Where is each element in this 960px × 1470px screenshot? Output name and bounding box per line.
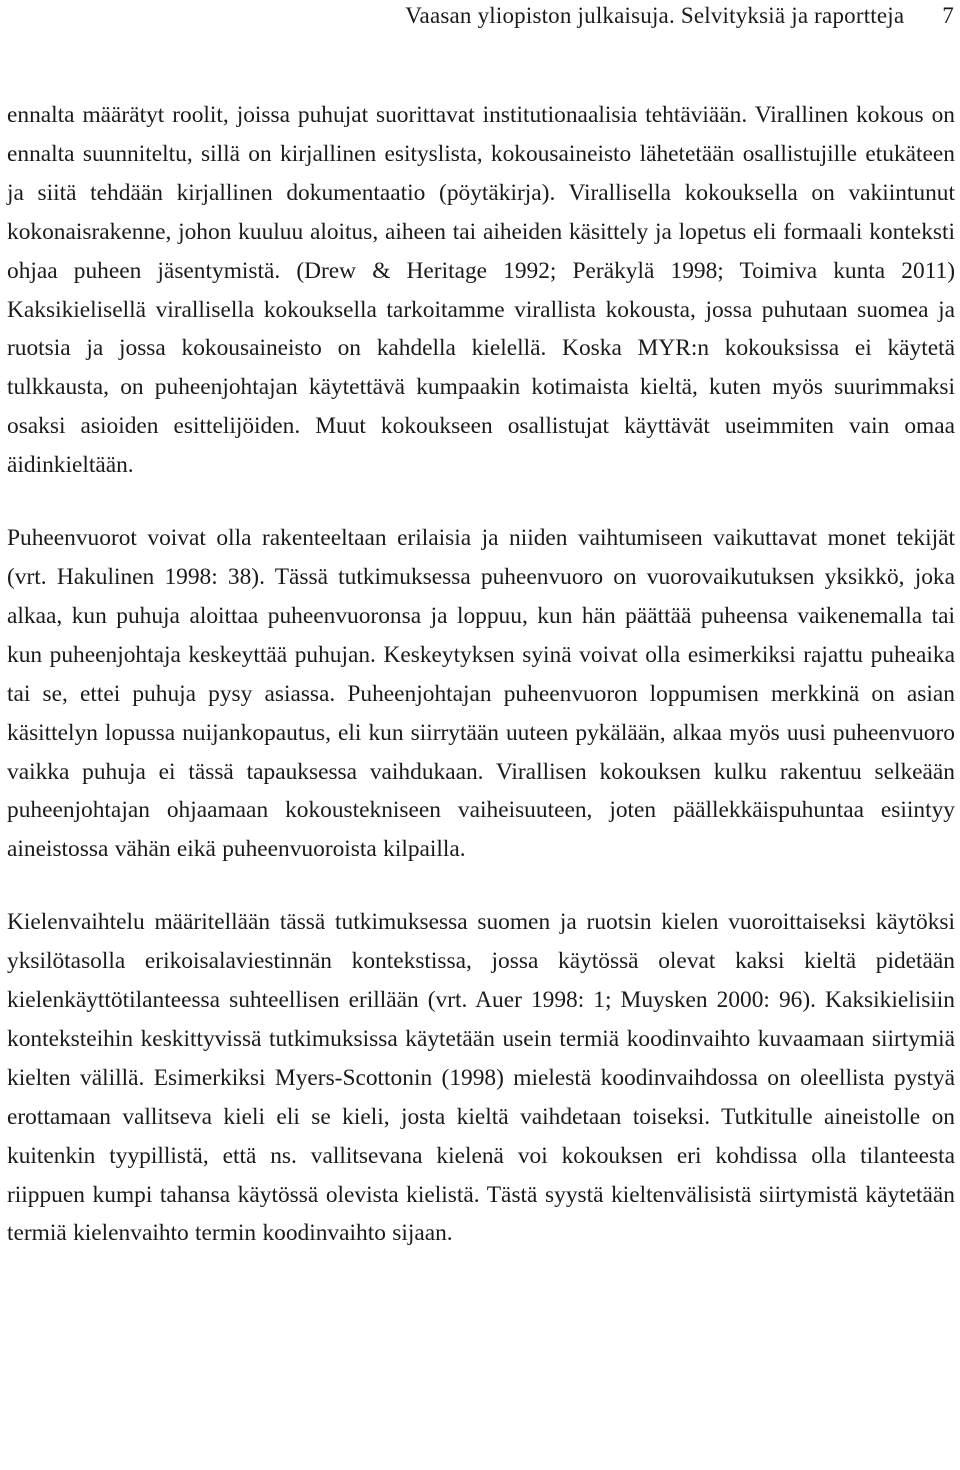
paragraph-meeting-definition: ennalta määrätyt roolit, joissa puhujat suorittavat institutionaalisia tehtäviään. Virallinen kokous on ennalta suunniteltu, sillä on kirjallinen esityslista, kokousaineisto lähetetään osallistujille etukäteen ja siitä tehdään kirjallinen dokumentaatio (pöytäkirja). Virallisella kokouksella on vakiintunut kokonaisrakenne, johon kuuluu aloitus, aiheen tai aiheiden käsittely ja lopetus eli formaali konteksti ohjaa puheen jäsentymistä. (Drew & Heritage 1992; Peräkylä 1998; Toimiva kunta 2011) Kaksikielisellä virallisella kokouksella tarkoitamme virallista kokousta, jossa puhutaan suomea ja ruotsia ja jossa kokousaineisto on kahdella kielellä. Koska MYR:n kokouksissa ei käytetä tulkkausta, on puheenjohtajan käytettävä kumpaakin kotimaista kieltä, kuten myös suurimmaksi osaksi asioiden esittelijöiden. Muut kokoukseen osallistujat käyttävät useimmiten vain omaa äidinkieltään.	[7, 102, 955, 479]
page-number: 7	[942, 3, 954, 28]
paragraph-language-alternation: Kielenvaihtelu määritellään tässä tutkimuksessa suomen ja ruotsin kielen vuoroittaiseksi käytöksi yksilötasolla erikoisalaviestinnän kontekstissa, jossa käytössä olevat kaksi kieltä pidetään kielenkäyttötilanteessa suhteellisen erillään (vrt. Auer 1998: 1; Muysken 2000: 96). Kaksikielisiin konteksteihin keskittyvissä tutkimuksissa käytetään usein termiä koodinvaihto kuvaamaan siirtymiä kielten välillä. Esimerkiksi Myers-Scottonin (1998) mielestä koodinvaihdossa on oleellista pystyä erottamaan vallitseva kieli eli se kieli, josta kieltä vaihdetaan toiseksi. Tutkitulle aineistolle on kuitenkin tyypillistä, että ns. vallitsevana kielenä voi kokouksen eri kohdissa olla tilanteesta riippuen kumpi tahansa käytössä olevista kielistä. Tästä syystä kieltenvälisistä siirtymistä käytetään termiä kielenvaihto termin koodinvaihto sijaan.	[7, 909, 955, 1247]
document-page	[7, 0, 955, 1253]
running-header	[7, 0, 955, 31]
journal-title: Vaasan yliopiston julkaisuja. Selvityksiä ja raportteja	[405, 3, 905, 28]
paragraph-turns: Puheenvuorot voivat olla rakenteeltaan erilaisia ja niiden vaihtumiseen vaikuttavat monet tekijät (vrt. Hakulinen 1998: 38). Tässä tutkimuksessa puheenvuoro on vuorovaikutuksen yksikkö, joka alkaa, kun puhuja aloittaa puheenvuoronsa ja loppuu, kun hän päättää puheensa vaikenemalla tai kun puheenjohtaja keskeyttää puhujan. Keskeytyksen syinä voivat olla esimerkiksi rajattu puheaika tai se, ettei puhuja pysy asiassa. Puheenjohtajan puheenvuoron loppumisen merkkinä on asian käsittelyn lopussa nuijankopautus, eli kun siirrytään uuteen pykälään, alkaa myös uusi puheenvuoro vaikka puhuja ei tässä tapauksessa vaihdukaan. Virallisen kokouksen kulku rakentuu selkeään puheenjohtajan ohjaamaan kokoustekniseen vaiheisuuteen, joten päällekkäispuhuntaa esiintyy aineistossa vähän eikä puheenvuoroista kilpailla.	[7, 525, 955, 863]
